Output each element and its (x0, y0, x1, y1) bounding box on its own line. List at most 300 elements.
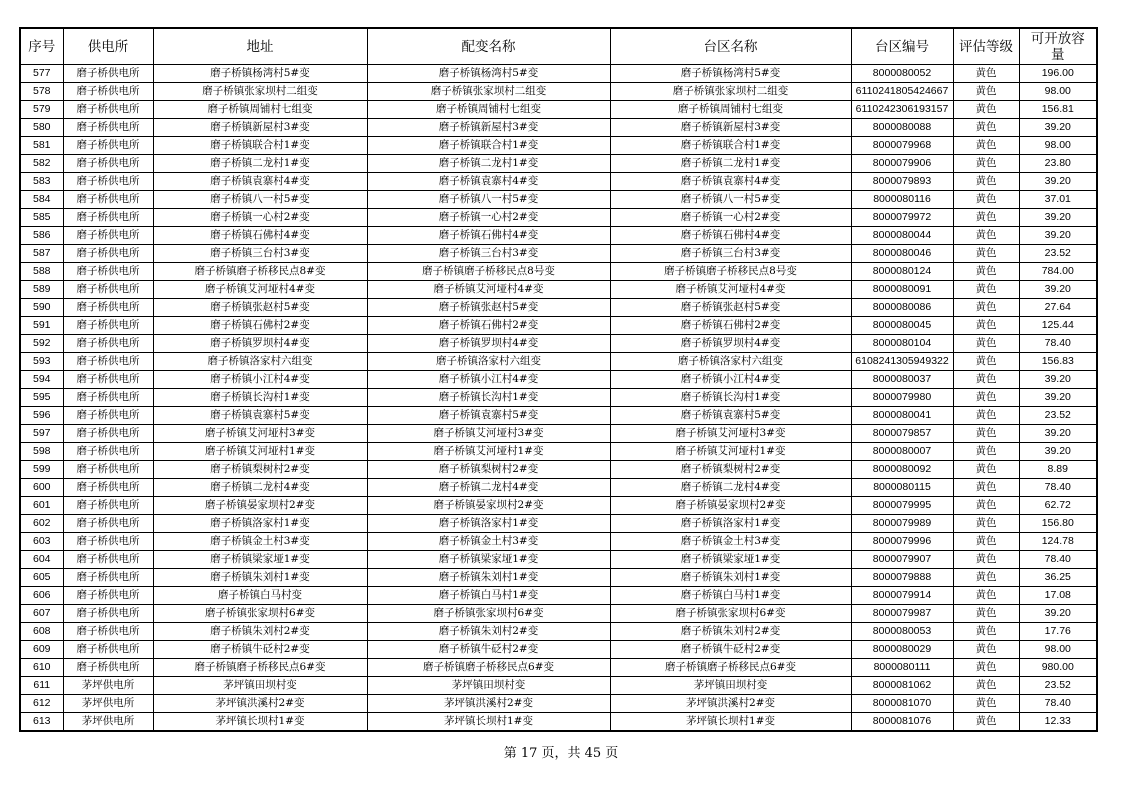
cell-address: 磨子桥镇张赵村5#变 (153, 299, 367, 317)
table-row (20, 299, 1097, 317)
capacity-table (19, 27, 1098, 732)
cell-address: 磨子桥镇金土村3#变 (153, 533, 367, 551)
cell-area-name: 磨子桥镇一心村2#变 (610, 209, 851, 227)
cell-address: 磨子桥镇艾河垭村1#变 (153, 443, 367, 461)
cell-transformer: 磨子桥镇新屋村3#变 (367, 119, 610, 137)
cell-address: 磨子桥镇袁寨村5#变 (153, 407, 367, 425)
cell-area-code: 8000081076 (851, 713, 953, 732)
cell-area-name: 磨子桥镇洛家村六组变 (610, 353, 851, 371)
cell-station: 磨子桥供电所 (63, 605, 153, 623)
cell-area-code: 8000080044 (851, 227, 953, 245)
cell-area-code: 8000079989 (851, 515, 953, 533)
cell-capacity: 39.20 (1019, 425, 1097, 443)
cell-grade: 黄色 (953, 299, 1019, 317)
table-row (20, 101, 1097, 119)
cell-address: 磨子桥镇周铺村七组变 (153, 101, 367, 119)
cell-area-code: 8000079857 (851, 425, 953, 443)
cell-grade: 黄色 (953, 551, 1019, 569)
cell-area-name: 磨子桥镇石佛村2#变 (610, 317, 851, 335)
cell-station: 磨子桥供电所 (63, 497, 153, 515)
cell-address: 磨子桥镇石佛村2#变 (153, 317, 367, 335)
cell-area-code: 8000080052 (851, 65, 953, 83)
cell-station: 磨子桥供电所 (63, 641, 153, 659)
table-row (20, 659, 1097, 677)
cell-capacity: 39.20 (1019, 605, 1097, 623)
cell-capacity: 39.20 (1019, 371, 1097, 389)
cell-station: 磨子桥供电所 (63, 587, 153, 605)
cell-area-name: 磨子桥镇洛家村1#变 (610, 515, 851, 533)
cell-address: 磨子桥镇梨树村2#变 (153, 461, 367, 479)
cell-station: 磨子桥供电所 (63, 101, 153, 119)
cell-area-code: 8000079968 (851, 137, 953, 155)
cell-seq: 598 (20, 443, 63, 461)
cell-station: 磨子桥供电所 (63, 119, 153, 137)
cell-area-code: 8000079987 (851, 605, 953, 623)
header-grade: 评估等级 (953, 28, 1019, 65)
cell-seq: 606 (20, 587, 63, 605)
cell-transformer: 磨子桥镇袁寨村4#变 (367, 173, 610, 191)
cell-address: 磨子桥镇三台村3#变 (153, 245, 367, 263)
header-address: 地址 (153, 28, 367, 65)
cell-station: 磨子桥供电所 (63, 389, 153, 407)
cell-station: 磨子桥供电所 (63, 65, 153, 83)
cell-area-code: 8000080091 (851, 281, 953, 299)
cell-station: 磨子桥供电所 (63, 479, 153, 497)
cell-address: 磨子桥镇小江村4#变 (153, 371, 367, 389)
cell-area-name: 磨子桥镇朱刘村1#变 (610, 569, 851, 587)
cell-grade: 黄色 (953, 227, 1019, 245)
cell-address: 磨子桥镇长沟村1#变 (153, 389, 367, 407)
cell-station: 磨子桥供电所 (63, 659, 153, 677)
cell-grade: 黄色 (953, 641, 1019, 659)
table-row (20, 533, 1097, 551)
cell-transformer: 茅坪镇田坝村变 (367, 677, 610, 695)
cell-transformer: 磨子桥镇艾河垭村4#变 (367, 281, 610, 299)
cell-seq: 581 (20, 137, 63, 155)
cell-transformer: 茅坪镇洪溪村2#变 (367, 695, 610, 713)
cell-seq: 590 (20, 299, 63, 317)
cell-capacity: 39.20 (1019, 227, 1097, 245)
cell-area-name: 茅坪镇洪溪村2#变 (610, 695, 851, 713)
cell-seq: 593 (20, 353, 63, 371)
cell-capacity: 156.80 (1019, 515, 1097, 533)
cell-address: 磨子桥镇晏家坝村2#变 (153, 497, 367, 515)
cell-seq: 588 (20, 263, 63, 281)
cell-capacity: 17.76 (1019, 623, 1097, 641)
cell-area-code: 8000081070 (851, 695, 953, 713)
cell-station: 磨子桥供电所 (63, 443, 153, 461)
cell-area-code: 6110242306193157 (851, 101, 953, 119)
cell-seq: 579 (20, 101, 63, 119)
cell-seq: 595 (20, 389, 63, 407)
cell-area-name: 磨子桥镇二龙村1#变 (610, 155, 851, 173)
header-area-name: 台区名称 (610, 28, 851, 65)
cell-area-code: 8000080115 (851, 479, 953, 497)
table-row (20, 461, 1097, 479)
cell-address: 磨子桥镇一心村2#变 (153, 209, 367, 227)
cell-capacity: 156.81 (1019, 101, 1097, 119)
cell-area-name: 磨子桥镇三台村3#变 (610, 245, 851, 263)
cell-transformer: 磨子桥镇小江村4#变 (367, 371, 610, 389)
cell-station: 磨子桥供电所 (63, 245, 153, 263)
cell-transformer: 磨子桥镇洛家村1#变 (367, 515, 610, 533)
cell-address: 磨子桥镇牛砭村2#变 (153, 641, 367, 659)
table-row (20, 281, 1097, 299)
cell-area-name: 磨子桥镇袁寨村5#变 (610, 407, 851, 425)
cell-area-name: 磨子桥镇艾河垭村1#变 (610, 443, 851, 461)
cell-capacity: 124.78 (1019, 533, 1097, 551)
cell-address: 磨子桥镇梁家垭1#变 (153, 551, 367, 569)
cell-capacity: 98.00 (1019, 641, 1097, 659)
cell-grade: 黄色 (953, 191, 1019, 209)
cell-station: 磨子桥供电所 (63, 533, 153, 551)
cell-grade: 黄色 (953, 155, 1019, 173)
cell-area-name: 磨子桥镇杨湾村5#变 (610, 65, 851, 83)
cell-capacity: 23.52 (1019, 677, 1097, 695)
cell-grade: 黄色 (953, 263, 1019, 281)
cell-grade: 黄色 (953, 137, 1019, 155)
cell-area-code: 8000080041 (851, 407, 953, 425)
cell-seq: 589 (20, 281, 63, 299)
cell-area-name: 磨子桥镇朱刘村2#变 (610, 623, 851, 641)
cell-seq: 603 (20, 533, 63, 551)
cell-station: 茅坪供电所 (63, 695, 153, 713)
cell-seq: 607 (20, 605, 63, 623)
table-row (20, 245, 1097, 263)
cell-grade: 黄色 (953, 281, 1019, 299)
cell-transformer: 磨子桥镇朱刘村1#变 (367, 569, 610, 587)
cell-station: 磨子桥供电所 (63, 569, 153, 587)
cell-seq: 613 (20, 713, 63, 732)
cell-address: 磨子桥镇联合村1#变 (153, 137, 367, 155)
cell-area-name: 磨子桥镇白马村1#变 (610, 587, 851, 605)
cell-transformer: 磨子桥镇白马村1#变 (367, 587, 610, 605)
cell-capacity: 98.00 (1019, 137, 1097, 155)
cell-grade: 黄色 (953, 173, 1019, 191)
cell-address: 磨子桥镇艾河垭村3#变 (153, 425, 367, 443)
cell-grade: 黄色 (953, 569, 1019, 587)
table-row (20, 425, 1097, 443)
cell-transformer: 磨子桥镇晏家坝村2#变 (367, 497, 610, 515)
cell-grade: 黄色 (953, 317, 1019, 335)
cell-grade: 黄色 (953, 209, 1019, 227)
cell-area-code: 8000080116 (851, 191, 953, 209)
cell-area-code: 8000080037 (851, 371, 953, 389)
cell-area-code: 8000080092 (851, 461, 953, 479)
cell-grade: 黄色 (953, 515, 1019, 533)
cell-station: 磨子桥供电所 (63, 623, 153, 641)
cell-area-name: 磨子桥镇长沟村1#变 (610, 389, 851, 407)
cell-address: 磨子桥镇洛家村六组变 (153, 353, 367, 371)
cell-capacity: 36.25 (1019, 569, 1097, 587)
cell-capacity: 78.40 (1019, 335, 1097, 353)
table-row (20, 227, 1097, 245)
table-row (20, 191, 1097, 209)
cell-address: 磨子桥镇杨湾村5#变 (153, 65, 367, 83)
cell-station: 磨子桥供电所 (63, 263, 153, 281)
cell-transformer: 磨子桥镇金土村3#变 (367, 533, 610, 551)
table-row (20, 713, 1097, 732)
cell-seq: 604 (20, 551, 63, 569)
table-row (20, 209, 1097, 227)
cell-capacity: 196.00 (1019, 65, 1097, 83)
cell-area-name: 磨子桥镇石佛村4#变 (610, 227, 851, 245)
cell-seq: 591 (20, 317, 63, 335)
cell-area-code: 8000080007 (851, 443, 953, 461)
cell-area-code: 8000080104 (851, 335, 953, 353)
cell-address: 磨子桥镇朱刘村2#变 (153, 623, 367, 641)
table-row (20, 317, 1097, 335)
cell-seq: 592 (20, 335, 63, 353)
cell-address: 磨子桥镇二龙村1#变 (153, 155, 367, 173)
cell-address: 磨子桥镇朱刘村1#变 (153, 569, 367, 587)
cell-transformer: 磨子桥镇二龙村4#变 (367, 479, 610, 497)
cell-seq: 611 (20, 677, 63, 695)
header-transformer: 配变名称 (367, 28, 610, 65)
cell-grade: 黄色 (953, 479, 1019, 497)
cell-station: 磨子桥供电所 (63, 227, 153, 245)
cell-area-name: 磨子桥镇罗坝村4#变 (610, 335, 851, 353)
cell-transformer: 磨子桥镇张家坝村二组变 (367, 83, 610, 101)
cell-area-code: 8000080086 (851, 299, 953, 317)
cell-transformer: 磨子桥镇二龙村1#变 (367, 155, 610, 173)
table-row (20, 407, 1097, 425)
cell-area-code: 8000079996 (851, 533, 953, 551)
cell-capacity: 8.89 (1019, 461, 1097, 479)
table-row (20, 155, 1097, 173)
table-row (20, 335, 1097, 353)
cell-address: 磨子桥镇新屋村3#变 (153, 119, 367, 137)
cell-seq: 578 (20, 83, 63, 101)
cell-transformer: 磨子桥镇磨子桥移民点6#变 (367, 659, 610, 677)
cell-seq: 577 (20, 65, 63, 83)
cell-capacity: 980.00 (1019, 659, 1097, 677)
cell-grade: 黄色 (953, 623, 1019, 641)
cell-grade: 黄色 (953, 587, 1019, 605)
cell-capacity: 39.20 (1019, 281, 1097, 299)
cell-grade: 黄色 (953, 677, 1019, 695)
cell-station: 磨子桥供电所 (63, 299, 153, 317)
cell-area-code: 8000080124 (851, 263, 953, 281)
cell-grade: 黄色 (953, 497, 1019, 515)
cell-transformer: 磨子桥镇张赵村5#变 (367, 299, 610, 317)
cell-station: 磨子桥供电所 (63, 173, 153, 191)
cell-area-code: 8000079893 (851, 173, 953, 191)
cell-area-name: 磨子桥镇二龙村4#变 (610, 479, 851, 497)
cell-capacity: 62.72 (1019, 497, 1097, 515)
cell-transformer: 磨子桥镇周铺村七组变 (367, 101, 610, 119)
cell-area-code: 8000080046 (851, 245, 953, 263)
cell-transformer: 磨子桥镇长沟村1#变 (367, 389, 610, 407)
cell-address: 磨子桥镇张家坝村二组变 (153, 83, 367, 101)
cell-address: 磨子桥镇二龙村4#变 (153, 479, 367, 497)
table-row (20, 551, 1097, 569)
cell-station: 磨子桥供电所 (63, 551, 153, 569)
cell-seq: 610 (20, 659, 63, 677)
cell-grade: 黄色 (953, 425, 1019, 443)
cell-address: 茅坪镇洪溪村2#变 (153, 695, 367, 713)
cell-capacity: 39.20 (1019, 443, 1097, 461)
table-row (20, 641, 1097, 659)
cell-area-code: 8000080111 (851, 659, 953, 677)
cell-capacity: 27.64 (1019, 299, 1097, 317)
cell-station: 磨子桥供电所 (63, 83, 153, 101)
cell-grade: 黄色 (953, 461, 1019, 479)
cell-station: 茅坪供电所 (63, 713, 153, 732)
cell-area-code: 8000079995 (851, 497, 953, 515)
table-row (20, 173, 1097, 191)
cell-transformer: 磨子桥镇艾河垭村3#变 (367, 425, 610, 443)
cell-area-name: 磨子桥镇张赵村5#变 (610, 299, 851, 317)
table-row (20, 569, 1097, 587)
cell-grade: 黄色 (953, 101, 1019, 119)
cell-area-name: 磨子桥镇联合村1#变 (610, 137, 851, 155)
cell-station: 磨子桥供电所 (63, 155, 153, 173)
cell-grade: 黄色 (953, 245, 1019, 263)
cell-station: 磨子桥供电所 (63, 137, 153, 155)
cell-area-name: 磨子桥镇艾河垭村3#变 (610, 425, 851, 443)
cell-station: 磨子桥供电所 (63, 515, 153, 533)
cell-area-name: 磨子桥镇磨子桥移民点6#变 (610, 659, 851, 677)
cell-transformer: 磨子桥镇袁寨村5#变 (367, 407, 610, 425)
cell-station: 磨子桥供电所 (63, 335, 153, 353)
cell-grade: 黄色 (953, 335, 1019, 353)
cell-seq: 596 (20, 407, 63, 425)
cell-area-code: 8000079888 (851, 569, 953, 587)
cell-capacity: 37.01 (1019, 191, 1097, 209)
cell-capacity: 78.40 (1019, 551, 1097, 569)
cell-station: 磨子桥供电所 (63, 407, 153, 425)
table-row (20, 623, 1097, 641)
cell-area-name: 磨子桥镇张家坝村6#变 (610, 605, 851, 623)
table-header-row (20, 28, 1097, 65)
cell-station: 磨子桥供电所 (63, 281, 153, 299)
table-row (20, 389, 1097, 407)
cell-address: 磨子桥镇洛家村1#变 (153, 515, 367, 533)
table-row (20, 497, 1097, 515)
cell-capacity: 39.20 (1019, 209, 1097, 227)
cell-transformer: 磨子桥镇牛砭村2#变 (367, 641, 610, 659)
cell-capacity: 125.44 (1019, 317, 1097, 335)
cell-seq: 594 (20, 371, 63, 389)
table-row (20, 605, 1097, 623)
cell-transformer: 磨子桥镇艾河垭村1#变 (367, 443, 610, 461)
cell-address: 茅坪镇长坝村1#变 (153, 713, 367, 732)
table-row (20, 695, 1097, 713)
cell-station: 磨子桥供电所 (63, 353, 153, 371)
table-row (20, 65, 1097, 83)
cell-seq: 582 (20, 155, 63, 173)
cell-capacity: 23.52 (1019, 245, 1097, 263)
cell-area-code: 8000079906 (851, 155, 953, 173)
page-footer: 第 17 页，共 45 页 (503, 746, 619, 761)
table-row (20, 677, 1097, 695)
cell-grade: 黄色 (953, 83, 1019, 101)
cell-area-name: 磨子桥镇周铺村七组变 (610, 101, 851, 119)
cell-address: 磨子桥镇袁寨村4#变 (153, 173, 367, 191)
cell-area-name: 茅坪镇长坝村1#变 (610, 713, 851, 732)
cell-transformer: 磨子桥镇杨湾村5#变 (367, 65, 610, 83)
cell-area-name: 磨子桥镇梁家垭1#变 (610, 551, 851, 569)
cell-transformer: 磨子桥镇洛家村六组变 (367, 353, 610, 371)
cell-seq: 599 (20, 461, 63, 479)
cell-seq: 586 (20, 227, 63, 245)
header-area-code: 台区编号 (851, 28, 953, 65)
cell-seq: 585 (20, 209, 63, 227)
table-row (20, 119, 1097, 137)
cell-transformer: 磨子桥镇梁家垭1#变 (367, 551, 610, 569)
cell-grade: 黄色 (953, 713, 1019, 732)
cell-transformer: 磨子桥镇磨子桥移民点8号变 (367, 263, 610, 281)
cell-capacity: 17.08 (1019, 587, 1097, 605)
cell-area-name: 磨子桥镇金土村3#变 (610, 533, 851, 551)
cell-address: 磨子桥镇八一村5#变 (153, 191, 367, 209)
cell-seq: 612 (20, 695, 63, 713)
cell-area-name: 磨子桥镇晏家坝村2#变 (610, 497, 851, 515)
cell-capacity: 784.00 (1019, 263, 1097, 281)
cell-grade: 黄色 (953, 407, 1019, 425)
header-seq: 序号 (20, 28, 63, 65)
table-row (20, 515, 1097, 533)
cell-seq: 583 (20, 173, 63, 191)
cell-transformer: 磨子桥镇朱刘村2#变 (367, 623, 610, 641)
cell-transformer: 磨子桥镇张家坝村6#变 (367, 605, 610, 623)
cell-station: 磨子桥供电所 (63, 371, 153, 389)
header-capacity: 可开放容量 (1019, 28, 1097, 65)
cell-capacity: 39.20 (1019, 119, 1097, 137)
cell-capacity: 156.83 (1019, 353, 1097, 371)
cell-grade: 黄色 (953, 389, 1019, 407)
cell-area-code: 8000079972 (851, 209, 953, 227)
cell-seq: 587 (20, 245, 63, 263)
cell-transformer: 磨子桥镇八一村5#变 (367, 191, 610, 209)
cell-address: 磨子桥镇艾河垭村4#变 (153, 281, 367, 299)
cell-grade: 黄色 (953, 695, 1019, 713)
cell-area-code: 8000079914 (851, 587, 953, 605)
cell-grade: 黄色 (953, 443, 1019, 461)
cell-area-name: 磨子桥镇张家坝村二组变 (610, 83, 851, 101)
table-row (20, 479, 1097, 497)
header-station: 供电所 (63, 28, 153, 65)
cell-area-name: 磨子桥镇袁寨村4#变 (610, 173, 851, 191)
cell-area-code: 8000081062 (851, 677, 953, 695)
cell-seq: 584 (20, 191, 63, 209)
cell-station: 茅坪供电所 (63, 677, 153, 695)
cell-area-name: 磨子桥镇小江村4#变 (610, 371, 851, 389)
table-row (20, 587, 1097, 605)
cell-seq: 600 (20, 479, 63, 497)
table-row (20, 263, 1097, 281)
cell-transformer: 磨子桥镇梨树村2#变 (367, 461, 610, 479)
cell-seq: 601 (20, 497, 63, 515)
cell-transformer: 磨子桥镇一心村2#变 (367, 209, 610, 227)
cell-station: 磨子桥供电所 (63, 191, 153, 209)
cell-seq: 602 (20, 515, 63, 533)
cell-capacity: 78.40 (1019, 479, 1097, 497)
table-row (20, 83, 1097, 101)
table-row (20, 137, 1097, 155)
cell-seq: 608 (20, 623, 63, 641)
cell-station: 磨子桥供电所 (63, 461, 153, 479)
cell-capacity: 12.33 (1019, 713, 1097, 732)
cell-grade: 黄色 (953, 65, 1019, 83)
cell-grade: 黄色 (953, 353, 1019, 371)
cell-transformer: 茅坪镇长坝村1#变 (367, 713, 610, 732)
table-row (20, 353, 1097, 371)
cell-seq: 597 (20, 425, 63, 443)
cell-area-name: 磨子桥镇艾河垭村4#变 (610, 281, 851, 299)
cell-area-code: 8000080045 (851, 317, 953, 335)
